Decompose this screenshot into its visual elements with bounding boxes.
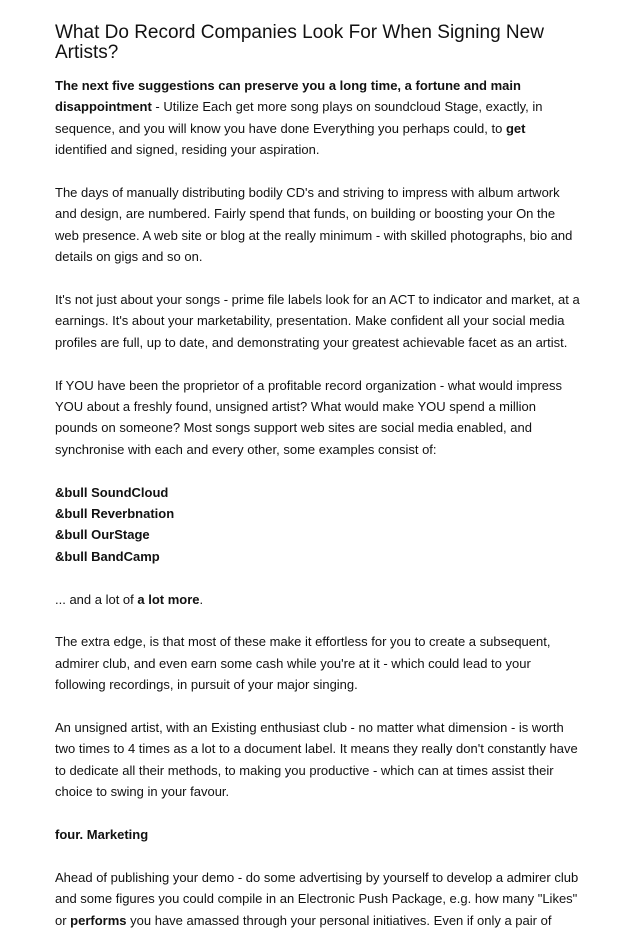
heading-text: four. Marketing bbox=[55, 827, 149, 843]
paragraph-extra-edge: The extra edge, is that most of these make it effortless for you to create a subsequent, admirer club, and even earn some cash while you're at it - which could lead to your following recordings, in pursuit of your major singing. bbox=[55, 634, 551, 693]
list-item: &bull Reverbnation bbox=[55, 506, 175, 522]
paragraph-unsigned-artist: An unsigned artist, with an Existing enthusiast club - no matter what dimension - is worth two times to 4 times as a lot to a document label. It means they really don't constantly have to dedicate all their methods, to making you productive - which can at times assist their choice to swing in your favour. bbox=[55, 720, 578, 800]
paragraph-cds: The days of manually distributing bodily CD's and striving to impress with album artwork and design, are numbered. Fairly spend that funds, on building or boosting your On the web presence. A web site or blog at the really minimum - with skilled photographs, bio and details on gigs and so on. bbox=[55, 185, 573, 265]
list-item: &bull SoundCloud bbox=[55, 484, 169, 500]
service-list bbox=[55, 482, 580, 568]
paragraph-intro bbox=[55, 75, 580, 161]
list-item: &bull BandCamp bbox=[55, 548, 160, 564]
more-bold: a lot more bbox=[137, 591, 200, 607]
intro-bold-word: get bbox=[505, 120, 526, 136]
page-title: What Do Record Companies Look For When Signing New Artists? bbox=[55, 22, 544, 63]
demo-bold: performs bbox=[70, 912, 127, 928]
demo-text-a: Ahead of publishing your demo - do some advertising by yourself to develop a admirer club and some figures you could compile in an Electronic Push Package, e.g. how many "Likes" or bbox=[55, 869, 579, 928]
paragraph-more bbox=[55, 589, 580, 610]
intro-text-b: identified and signed, residing your aspiration. bbox=[55, 142, 320, 158]
article-body bbox=[55, 75, 580, 931]
more-text-a: ... and a lot of bbox=[55, 591, 138, 607]
list-item: &bull OurStage bbox=[55, 527, 150, 543]
paragraph-marketability: It's not just about your songs - prime file labels look for an ACT to indicator and market, at a earnings. It's about your marketability, presentation. Make confident all your social media profiles are full, up to date, and demonstrating your greatest achievable facet as an artist. bbox=[55, 292, 580, 350]
more-text-b: . bbox=[199, 591, 204, 607]
section-heading-marketing bbox=[55, 824, 580, 845]
intro-bold-lead: The next five suggestions can preserve you a long time, a fortune and main disappointment bbox=[55, 78, 521, 115]
intro-text-a: - Utilize Each get more song plays on soundcloud Stage, exactly, in sequence, and you will know you have done Everything you perhaps could, to bbox=[55, 99, 543, 136]
paragraph-demo bbox=[55, 867, 580, 931]
demo-text-b: you have amassed through your personal initiatives. Even if only a pair of bbox=[126, 912, 552, 928]
paragraph-proprietor: If YOU have been the proprietor of a profitable record organization - what would impress YOU about a freshly found, unsigned artist? What would make YOU spend a million pounds on someone? Most songs support web sites are social media enabled, and synchronise with each and every other, some examples consist of: bbox=[55, 377, 563, 457]
